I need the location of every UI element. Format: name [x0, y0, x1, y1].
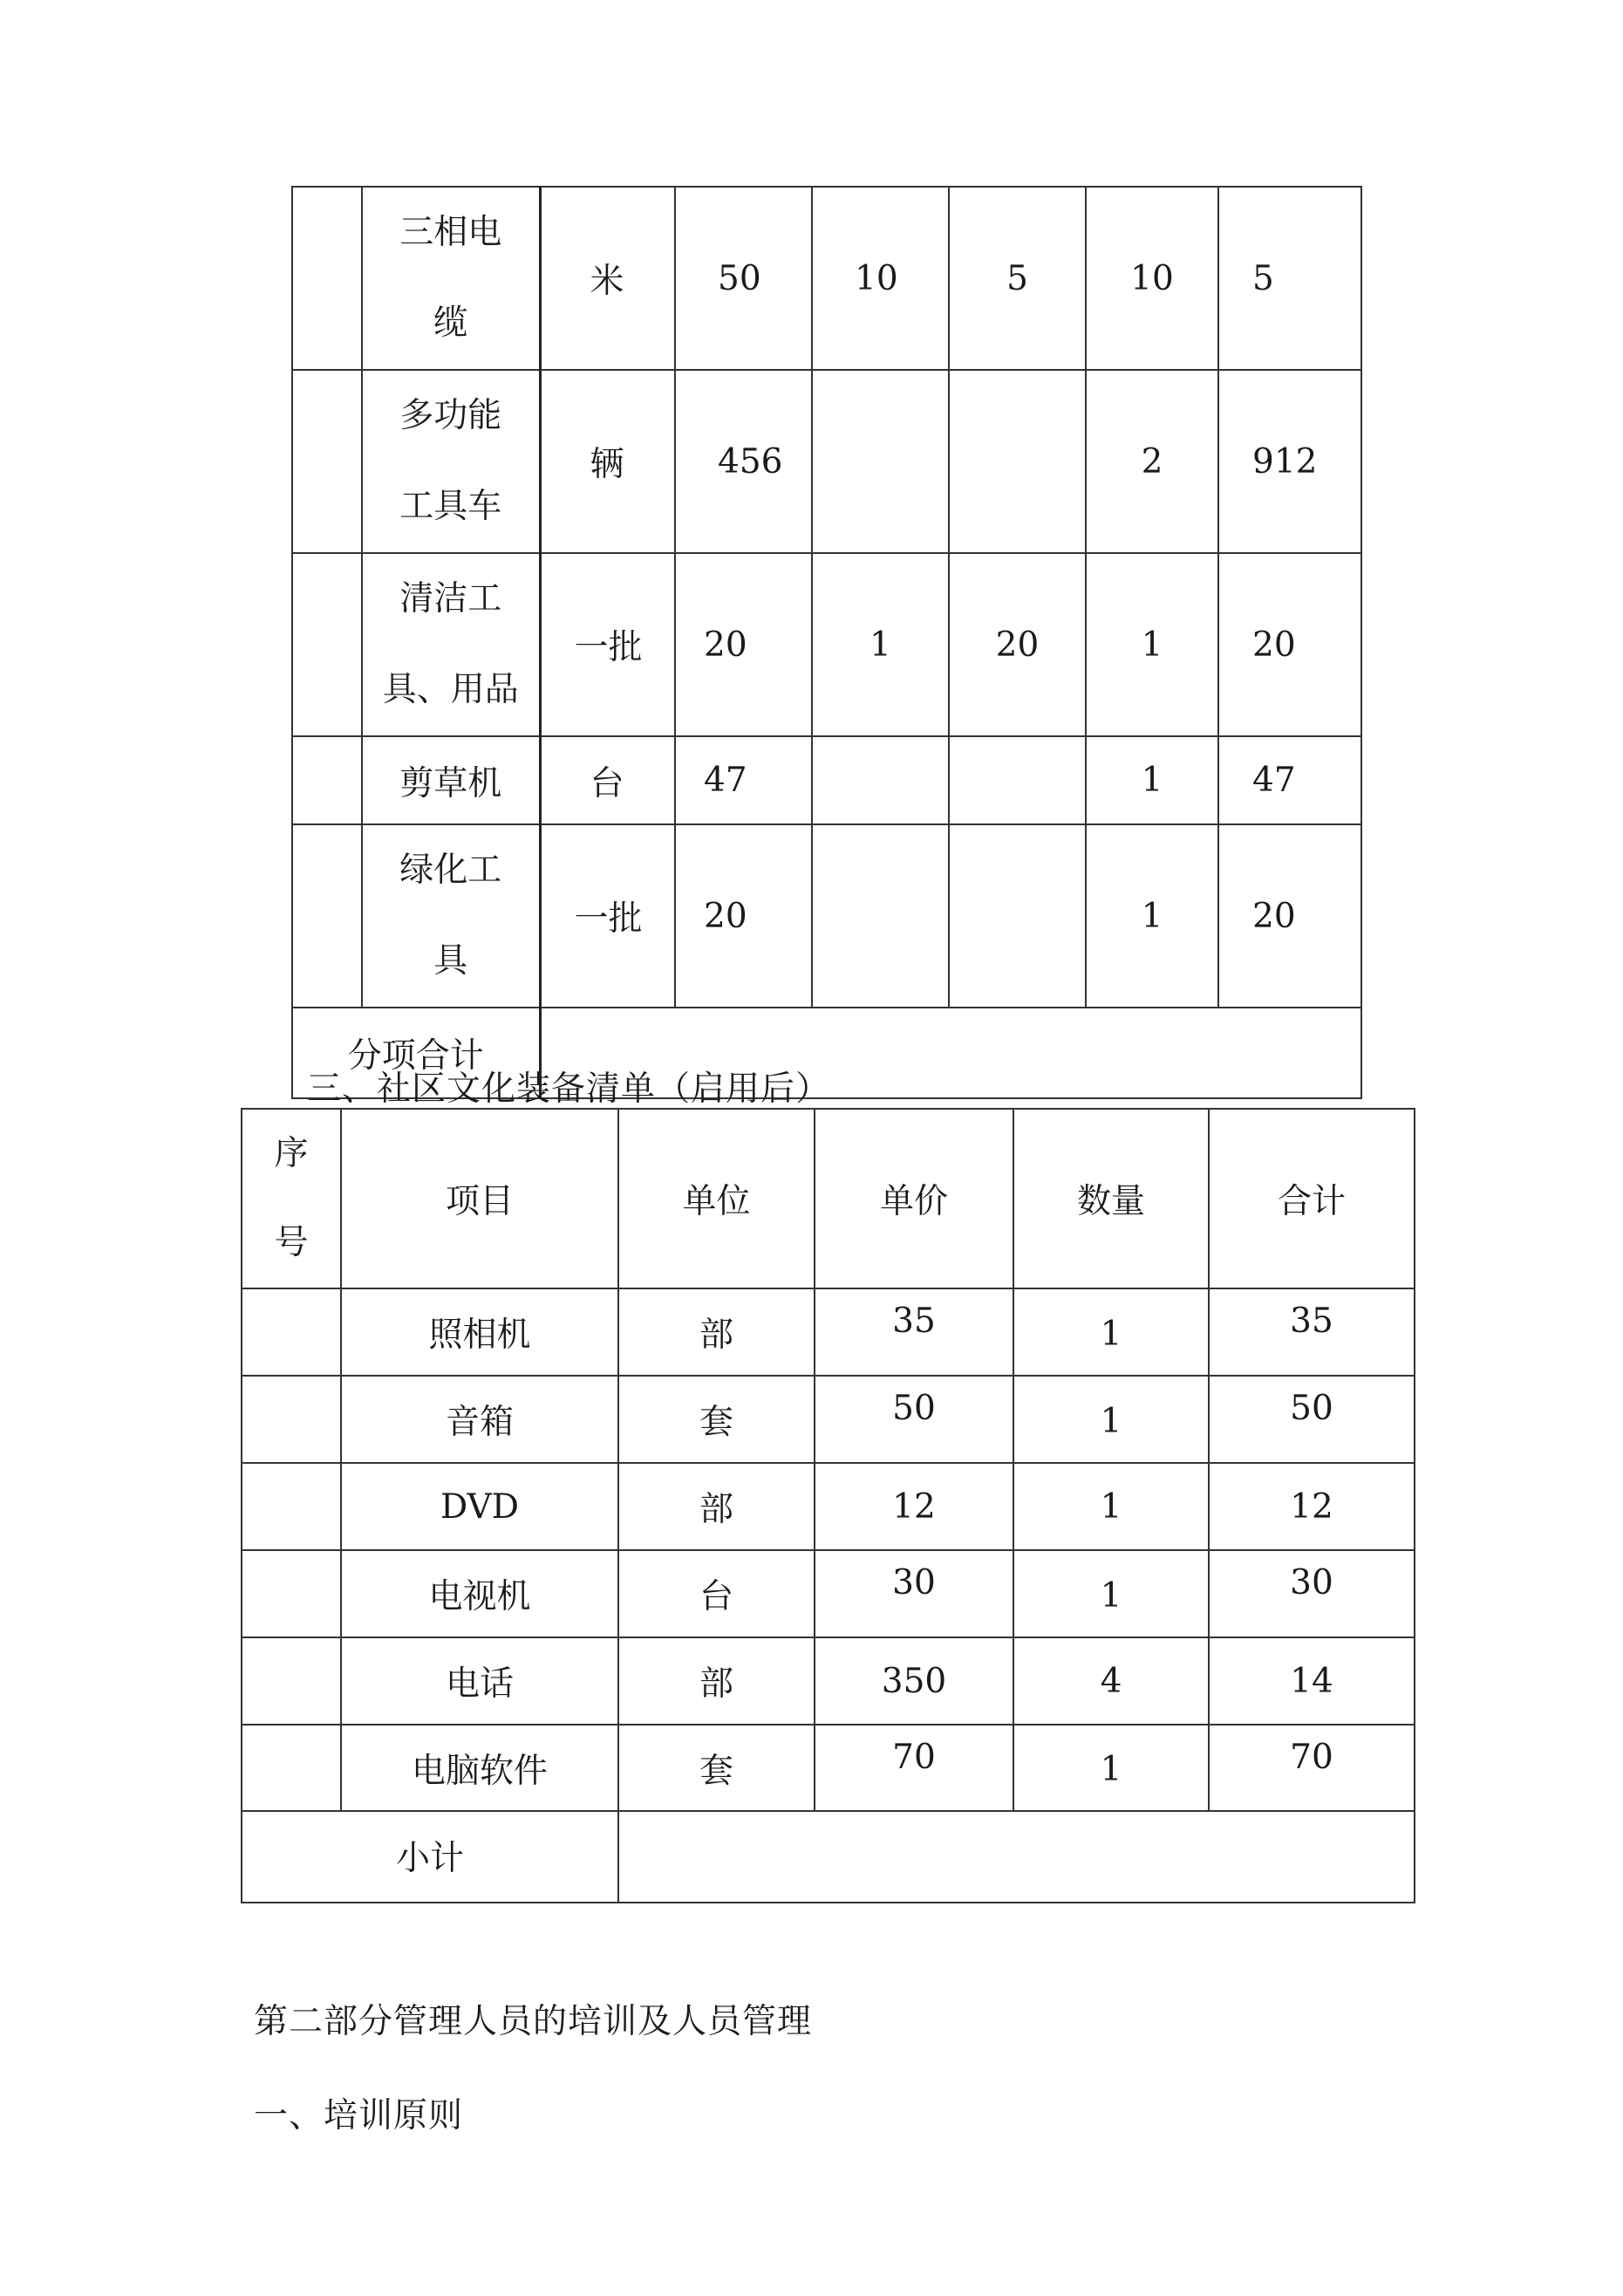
subtotal-label: 分项合计	[292, 1008, 540, 1098]
qty-cell: 4	[1013, 1637, 1209, 1725]
value-cell: 20	[949, 553, 1086, 736]
total-cell: 50	[1209, 1376, 1415, 1463]
equipment-table	[291, 186, 1362, 1099]
price-cell: 12	[815, 1463, 1013, 1550]
total-cell: 30	[1209, 1550, 1415, 1637]
unit-cell: 台	[540, 736, 675, 824]
item-cell: 照相机	[341, 1288, 618, 1376]
table-row	[292, 187, 1361, 370]
unit-cell: 辆	[540, 370, 675, 553]
subtotal-label: 小计	[242, 1811, 618, 1903]
value-cell	[812, 824, 949, 1008]
value-cell: 50	[675, 187, 812, 370]
unit-cell: 台	[618, 1550, 815, 1637]
seq-cell	[292, 736, 362, 824]
seq-cell	[242, 1463, 341, 1550]
item-cell: 音箱	[341, 1376, 618, 1463]
qty-cell: 1	[1013, 1288, 1209, 1376]
value-cell: 1	[1086, 736, 1218, 824]
table-row	[242, 1637, 1415, 1725]
qty-cell: 1	[1013, 1550, 1209, 1637]
value-cell: 10	[1086, 187, 1218, 370]
value-cell	[812, 736, 949, 824]
price-cell: 30	[815, 1550, 1013, 1637]
table-row	[292, 553, 1361, 736]
table-row	[292, 824, 1361, 1008]
value-cell: 20	[1218, 824, 1361, 1008]
total-cell: 70	[1209, 1725, 1415, 1811]
seq-cell	[242, 1376, 341, 1463]
price-cell: 70	[815, 1725, 1013, 1811]
subtotal-value	[618, 1811, 1415, 1903]
section-title: 三、社区文化装备清单（启用后）	[307, 1069, 831, 1109]
header-qty: 数量	[1013, 1109, 1209, 1288]
seq-cell	[292, 824, 362, 1008]
price-cell: 350	[815, 1637, 1013, 1725]
value-cell: 5	[949, 187, 1086, 370]
header-seq: 序 号	[242, 1109, 341, 1288]
value-cell: 20	[675, 824, 812, 1008]
seq-cell	[242, 1637, 341, 1725]
seq-cell	[242, 1725, 341, 1811]
qty-cell: 1	[1013, 1725, 1209, 1811]
header-item: 项目	[341, 1109, 618, 1288]
item-cell: 电视机	[341, 1550, 618, 1637]
seq-cell	[242, 1288, 341, 1376]
subtotal-row	[242, 1811, 1415, 1903]
table-row	[242, 1725, 1415, 1811]
item-cell: 电脑软件	[341, 1725, 618, 1811]
value-cell	[812, 370, 949, 553]
qty-cell: 1	[1013, 1376, 1209, 1463]
price-cell: 50	[815, 1376, 1013, 1463]
seq-cell	[292, 187, 362, 370]
unit-cell: 套	[618, 1376, 815, 1463]
value-cell	[949, 736, 1086, 824]
item-name-cell: 剪草机	[362, 736, 540, 824]
total-cell: 14	[1209, 1637, 1415, 1725]
price-cell: 35	[815, 1288, 1013, 1376]
value-cell: 47	[1218, 736, 1361, 824]
value-cell: 20	[1218, 553, 1361, 736]
value-cell: 1	[1086, 553, 1218, 736]
total-cell: 35	[1209, 1288, 1415, 1376]
part-heading: 第二部分管理人员的培训及人员管理	[254, 2002, 813, 2041]
unit-cell: 套	[618, 1725, 815, 1811]
seq-cell	[292, 370, 362, 553]
header-total: 合计	[1209, 1109, 1415, 1288]
value-cell: 912	[1218, 370, 1361, 553]
table-row	[242, 1550, 1415, 1637]
unit-cell: 一批	[540, 553, 675, 736]
unit-cell: 部	[618, 1288, 815, 1376]
seq-cell	[292, 553, 362, 736]
table-header-row	[242, 1109, 1415, 1288]
item-name-cell: 绿化工 具	[362, 824, 540, 1008]
value-cell: 5	[1218, 187, 1361, 370]
table-row	[242, 1463, 1415, 1550]
value-cell: 20	[675, 553, 812, 736]
unit-cell: 米	[540, 187, 675, 370]
value-cell: 1	[812, 553, 949, 736]
value-cell: 1	[1086, 824, 1218, 1008]
culture-equipment-table	[241, 1108, 1415, 1903]
unit-cell: 部	[618, 1637, 815, 1725]
section-heading: 一、培训原则	[254, 2096, 464, 2135]
unit-cell: 一批	[540, 824, 675, 1008]
table-row	[242, 1376, 1415, 1463]
table-row	[292, 736, 1361, 824]
item-cell: DVD	[341, 1463, 618, 1550]
header-unit: 单位	[618, 1109, 815, 1288]
value-cell: 10	[812, 187, 949, 370]
table-row	[292, 370, 1361, 553]
value-cell	[949, 824, 1086, 1008]
item-name-cell: 三相电 缆	[362, 187, 540, 370]
item-cell: 电话	[341, 1637, 618, 1725]
item-name-cell: 多功能 工具车	[362, 370, 540, 553]
qty-cell: 1	[1013, 1463, 1209, 1550]
table-row	[242, 1288, 1415, 1376]
value-cell: 456	[675, 370, 812, 553]
total-cell: 12	[1209, 1463, 1415, 1550]
item-name-cell: 清洁工 具、用品	[362, 553, 540, 736]
value-cell	[949, 370, 1086, 553]
value-cell: 47	[675, 736, 812, 824]
value-cell: 2	[1086, 370, 1218, 553]
seq-cell	[242, 1550, 341, 1637]
unit-cell: 部	[618, 1463, 815, 1550]
header-price: 单价	[815, 1109, 1013, 1288]
